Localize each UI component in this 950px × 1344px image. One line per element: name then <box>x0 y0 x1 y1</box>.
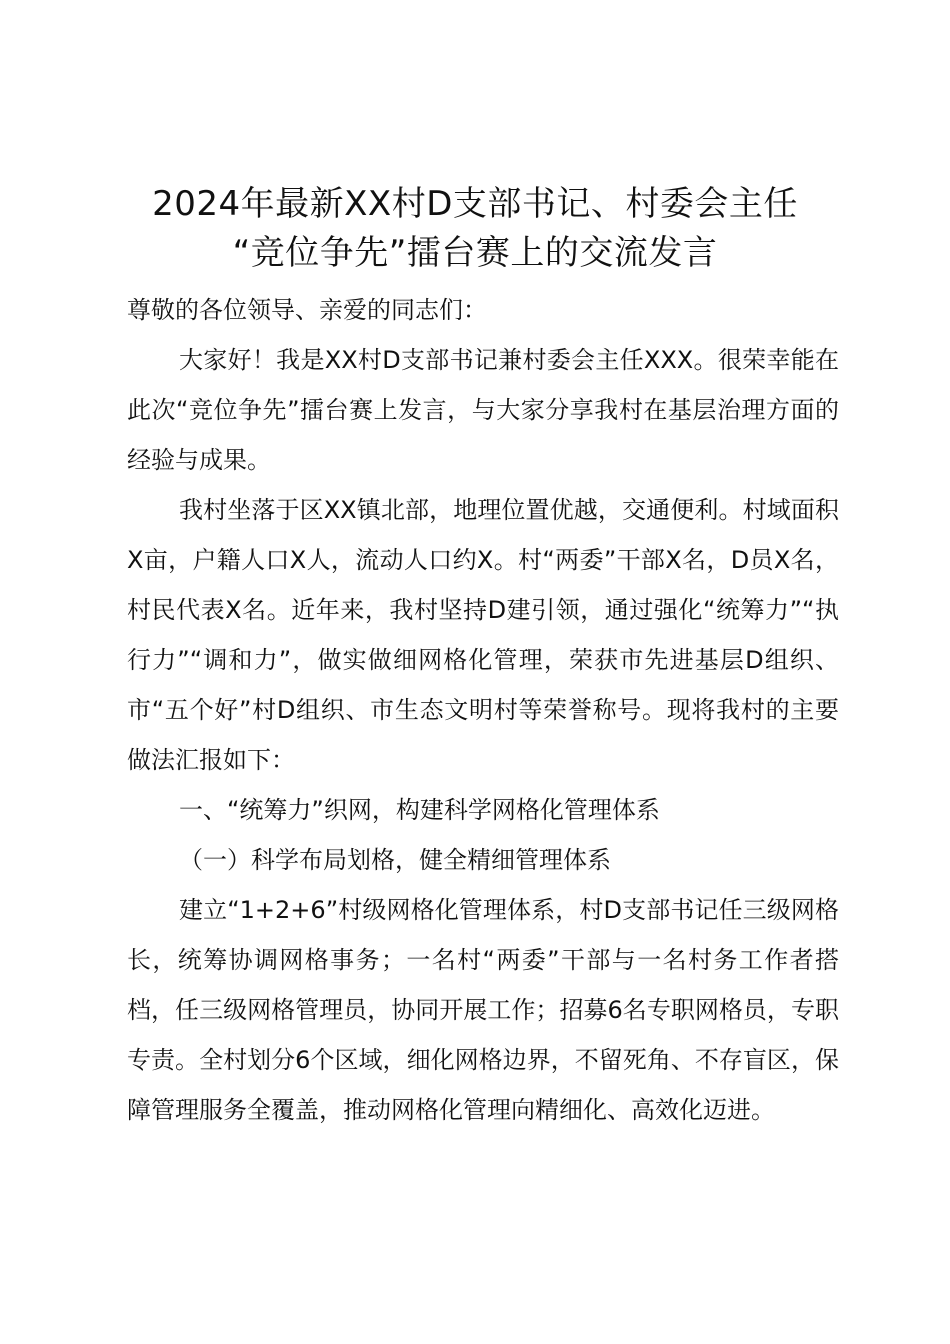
title-line-2: “竞位争先”擂台赛上的交流发言 <box>232 233 718 273</box>
document-title <box>0 180 950 278</box>
document-body <box>127 285 839 1135</box>
paragraph-greeting: 大家好！我是XX村D支部书记兼村委会主任XXX。很荣幸能在此次“竞位争先”擂台赛上发言，与大家分享我村在基层治理方面的经验与成果。 <box>127 346 839 474</box>
paragraph-grid-system: 建立“1+2+6”村级网格化管理体系，村D支部书记任三级网格长，统筹协调网格事务；一名村“两委”干部与一名村务工作者搭档，任三级网格管理员，协同开展工作；招募6名专职网格员，专职专责。全村划分6个区域，细化网格边界，不留死角、不存盲区，保障管理服务全覆盖，推动网格化管理向精细化、高效化迈进。 <box>127 896 839 1124</box>
title-line-1: 2024年最新XX村D支部书记、村委会主任 <box>152 184 798 224</box>
subsection-heading-1: （一）科学布局划格，健全精细管理体系 <box>179 846 611 874</box>
paragraph-village-intro: 我村坐落于区XX镇北部，地理位置优越，交通便利。村域面积X亩，户籍人口X人，流动人口约X。村“两委”干部X名，D员X名，村民代表X名。近年来，我村坚持D建引领，通过强化“统筹力”“执行力”“调和力”，做实做细网格化管理，荣获市先进基层D组织、市“五个好”村D组织、市生态文明村等荣誉称号。现将我村的主要做法汇报如下： <box>127 496 839 774</box>
salutation: 尊敬的各位领导、亲爱的同志们： <box>127 296 487 324</box>
section-heading-1: 一、“统筹力”织网，构建科学网格化管理体系 <box>179 796 660 824</box>
